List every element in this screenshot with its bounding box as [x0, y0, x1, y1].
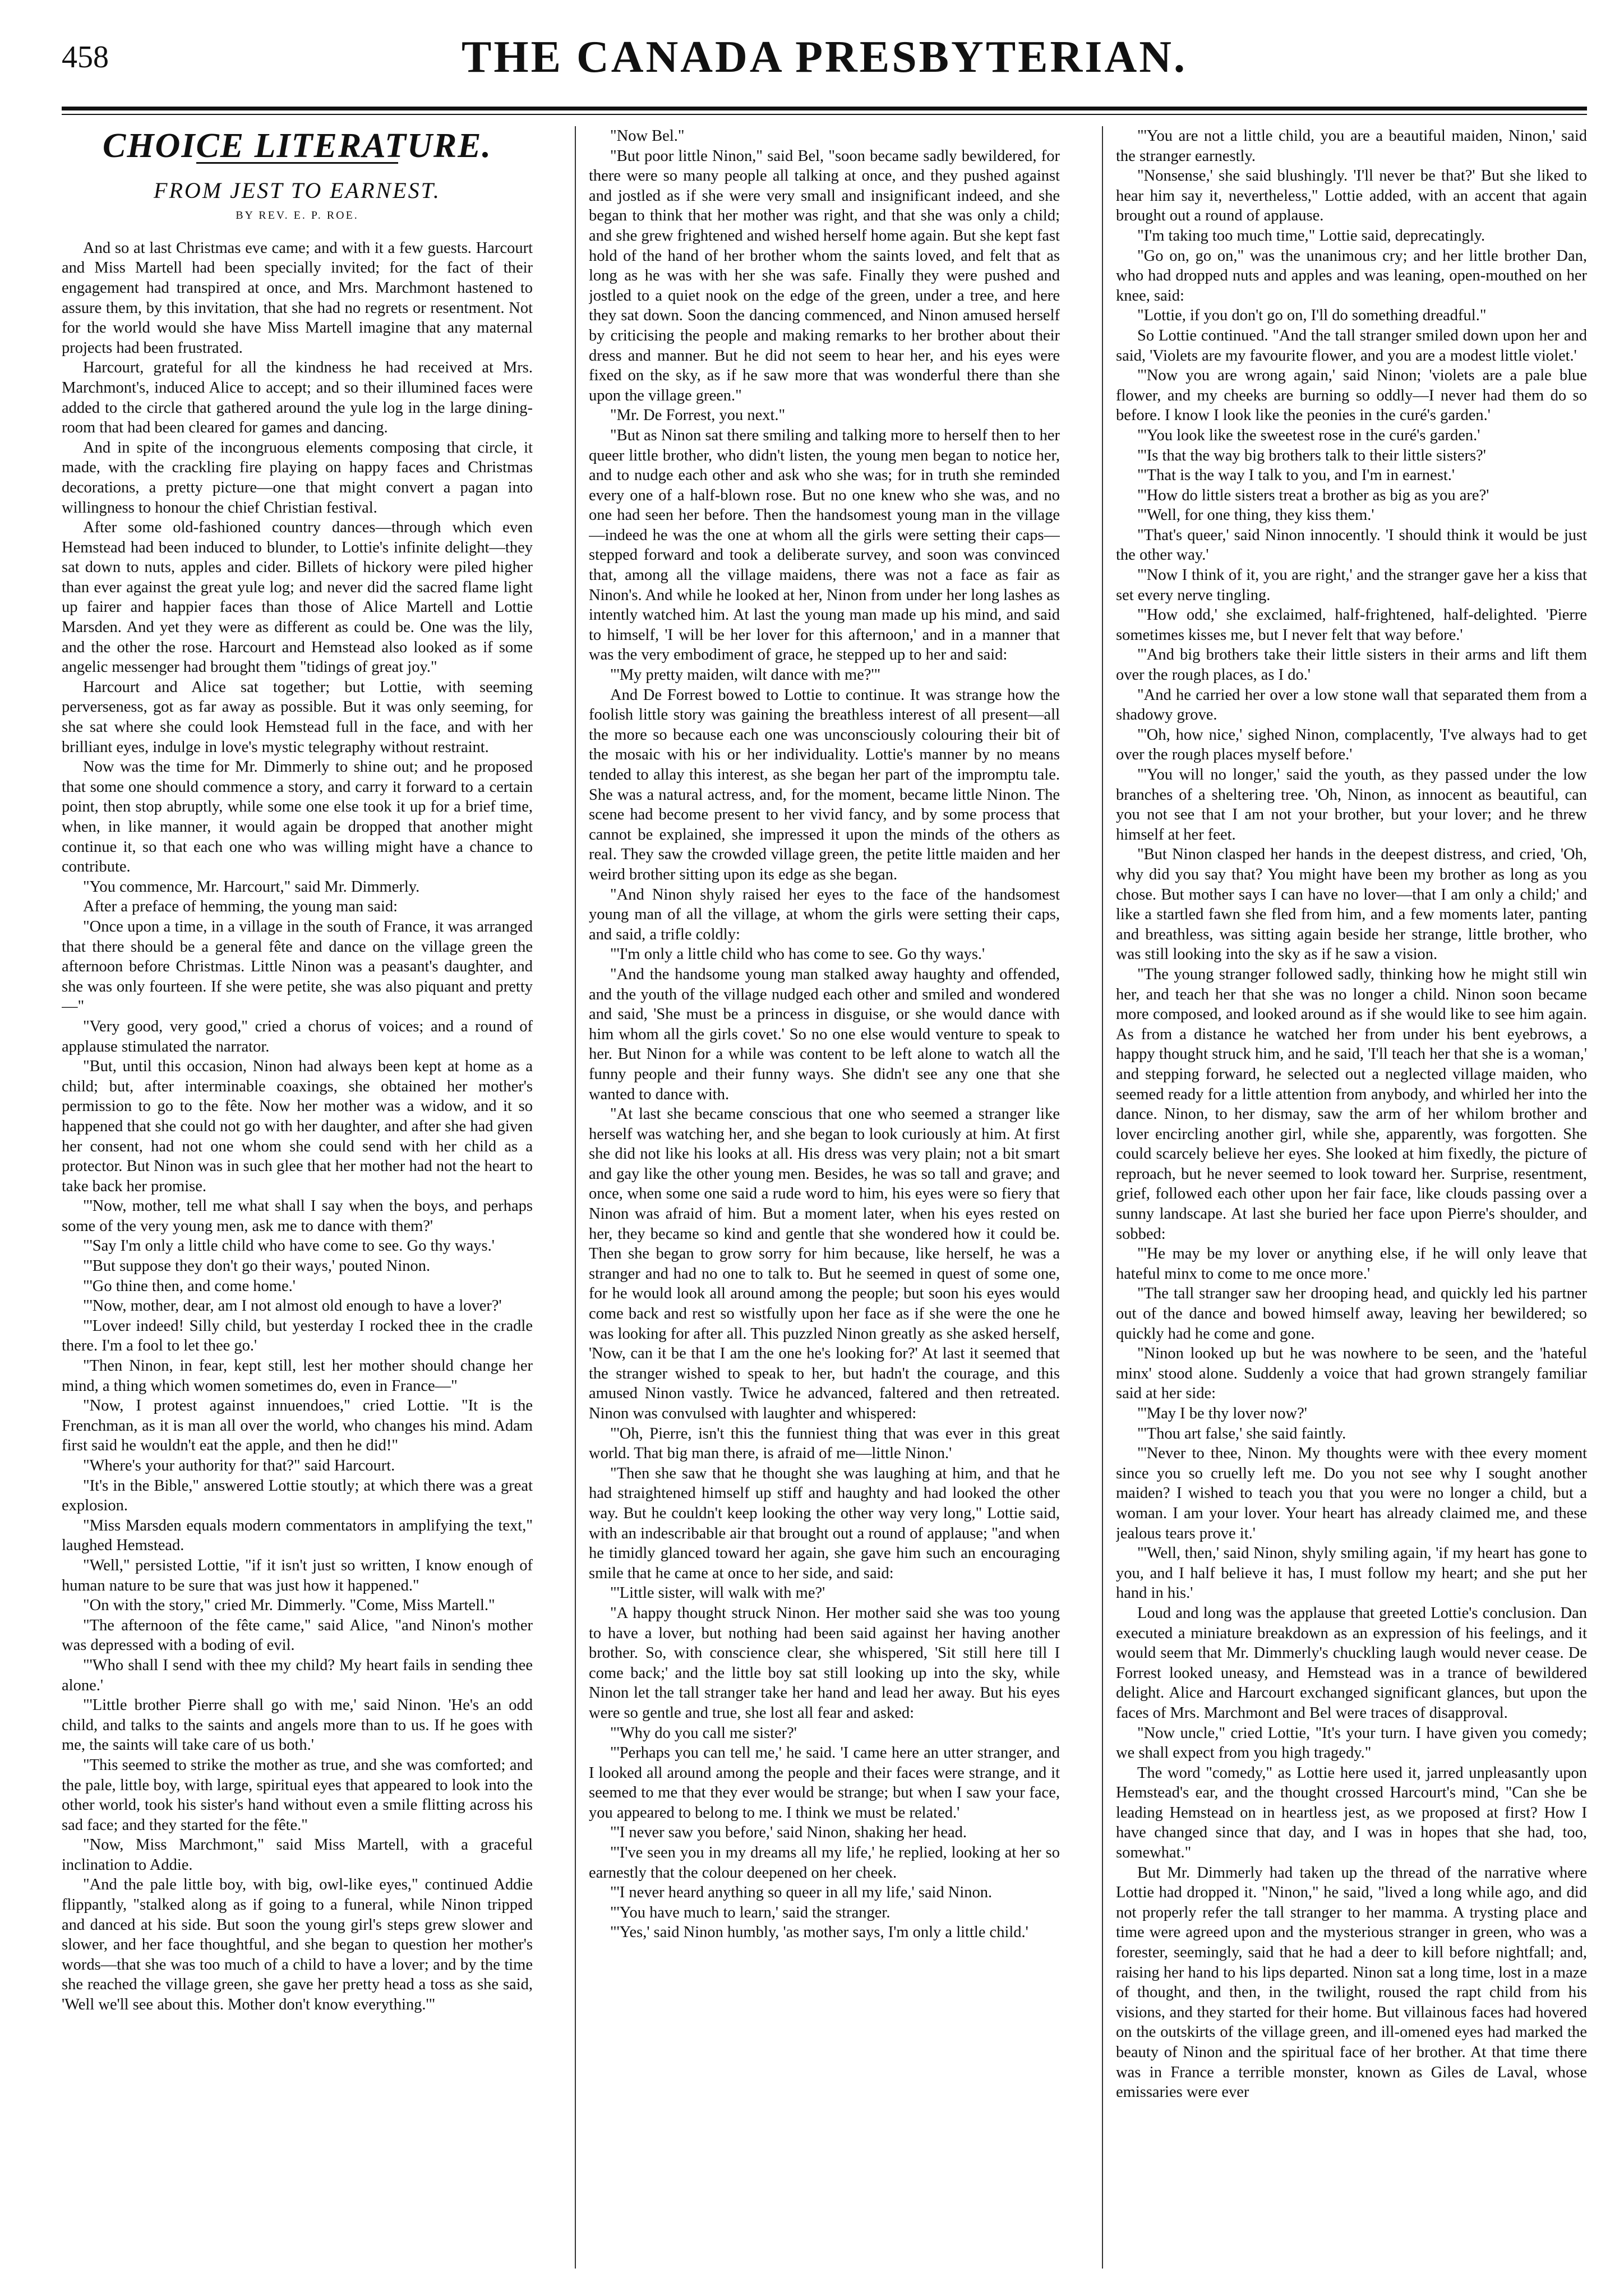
paragraph: "'I never heard anything so queer in all my life,' said Ninon.: [610, 1884, 993, 1902]
paragraph: "And the handsome young man stalked away haughty and offended, and the youth of the village nudged each other and smiled and wondered and said, 'She must be a princess in disguise, or she would dance with him whom all the girls covet.' So no one else would venture to speak to her. But Ninon for a while was content to be left alone to watch all the funny people and their funny ways. She didn't see any one that she wanted to dance with.: [589, 965, 1060, 1103]
paragraph: "And he carried her over a low stone wall that separated them from a shadowy grove.: [1116, 686, 1587, 724]
paragraph: "Well," persisted Lottie, "if it isn't just so written, I know enough of human nature to be sure that was just how it happened.": [62, 1556, 533, 1594]
column-2-body: [589, 126, 1060, 1943]
paragraph: "'Oh, Pierre, isn't this the funniest thing that was ever in this great world. That big man there, is afraid of me—little Ninon.': [589, 1424, 1060, 1463]
paragraph: But Mr. Dimmerly had taken up the thread of the narrative where Lottie had dropped it. "Ninon," he said, "lived a long while ago, and did not properly refer the tall stranger to her mamma. A trysting place and time were agreed upon and the mysterious stranger in green, who was a forester, seemingly, said that he had a deer to kill before nightfall; and, raising her hand to his lips departed. Ninon sat a long time, lost in a maze of thought, and then, in the twilight, roused the rapt child from his visions, and they started for their home. But villainous faces had hovered on the outskirts of the village green, and ill-omened eyes had marked the beauty of Ninon and the spiritual face of her brother. At that time there was in France a terrible monster, known as Giles de Laval, whose emissaries were ever: [1116, 1864, 1587, 2101]
paragraph: "'I never saw you before,' said Ninon, shaking her head.: [610, 1824, 967, 1842]
header-rule-thick: [62, 107, 1587, 110]
paragraph: And so at last Christmas eve came; and with it a few guests. Harcourt and Miss Martell had been specially invited; for the fact of their engagement had transpired at once, and Mrs. Marchmont hastened to assure them, by this invitation, that she had no regrets or resentment. Not for the world would she have Miss Martell imagine that any maternal projects had been frustrated.: [62, 239, 533, 357]
paragraph: "'Now you are wrong again,' said Ninon; 'violets are a pale blue flower, and my cheeks are burning so oddly—I never had them do so before. I know I look like the peonies in the curé's garden.': [1116, 367, 1587, 425]
paragraph: "And Ninon shyly raised her eyes to the face of the handsomest young man of all the village, at whom the girls were setting their caps, and said, a trifle coldly:: [589, 886, 1060, 943]
paragraph: "Go on, go on," was the unanimous cry; and her little brother Dan, who had dropped nuts and apples and was leaning, open-mouthed on her knee, said:: [1116, 247, 1587, 305]
paragraph: "Ninon looked up but he was nowhere to be seen, and the 'hateful minx' stood alone. Suddenly a voice that had grown strangely familiar said at her side:: [1116, 1345, 1587, 1403]
paragraph: "'Well, for one thing, they kiss them.': [1137, 506, 1374, 524]
paragraph: "The young stranger followed sadly, thinking how he might still win her, and teach her that she was no longer a child. Ninon soon became more composed, and looked around as if she would like to see him again. As from a distance he watched her from under his bent eyebrows, a happy thought struck him, and he said, 'I'll teach her that she is a woman,' and stepping forward, he selected out a neglected village maiden, who seemed ready for a little attention from anybody, and whirled her into the dance. Ninon, to her dismay, saw the arm of her whilom brother and lover encircling another girl, while she, apparently, was forgotten. She could scarcely believe her eyes. She looked at him fixedly, the picture of reproach, but he never seemed to look toward her. Surprise, resentment, grief, followed each other upon her fair face, like clouds passing over a sunny landscape. At last she buried her face upon Pierre's shoulder, and sobbed:: [1116, 965, 1587, 1243]
paragraph: "Lottie, if you don't go on, I'll do something dreadful.": [1137, 307, 1487, 325]
paragraph: "'You look like the sweetest rose in the curé's garden.': [1137, 426, 1480, 444]
paragraph: The word "comedy," as Lottie here used it, jarred unpleasantly upon Hemstead's ear, and the thought crossed Harcourt's mind, "Can she be leading Hemstead on in heartless jest, as we proposed at first? How I have changed since that day, and I was in hopes that she had, too, somewhat.": [1116, 1764, 1587, 1862]
column-1: [62, 126, 533, 2269]
story-title: FROM JEST TO EARNEST.: [154, 177, 441, 203]
paragraph: "'Is that the way big brothers talk to their little sisters?': [1137, 446, 1486, 464]
paragraph: "'May I be thy lover now?': [1137, 1405, 1307, 1422]
paragraph: "That's queer,' said Ninon innocently. 'I should think it would be just the other way.': [1116, 526, 1587, 564]
paragraph: "'Yes,' said Ninon humbly, 'as mother says, I'm only a little child.': [610, 1924, 1028, 1942]
paragraph: "'And big brothers take their little sisters in their arms and lift them over the rough places, as I do.': [1116, 646, 1587, 684]
paragraph: "'You are not a little child, you are a beautiful maiden, Ninon,' said the stranger earnestly.: [1116, 127, 1587, 165]
paragraph: So Lottie continued. "And the tall stranger smiled down upon her and said, 'Violets are my favourite flower, and you are a modest little violet.': [1116, 326, 1587, 365]
paragraph: "Where's your authority for that?" said Harcourt.: [83, 1457, 395, 1474]
paragraph: "'Thou art false,' she said faintly.: [1137, 1424, 1346, 1442]
column-2: [589, 126, 1060, 2269]
column-divider: [575, 126, 576, 2269]
section-title-text: CHOICE LITERATURE.: [102, 127, 492, 165]
paragraph: "Now, Miss Marchmont," said Miss Martell, with a graceful inclination to Addie.: [62, 1836, 533, 1874]
paragraph: "Mr. De Forrest, you next.": [610, 407, 786, 425]
paragraph: "Now uncle," cried Lottie, "It's your turn. I have given you comedy; we shall expect from you high tragedy.": [1116, 1724, 1587, 1762]
paragraph: "Very good, very good," cried a chorus of voices; and a round of applause stimulated the narrator.: [62, 1017, 533, 1055]
paragraph: "It's in the Bible," answered Lottie stoutly; at which there was a great explosion.: [62, 1477, 533, 1515]
header-rule-thin: [62, 114, 1587, 115]
masthead: THE CANADA PRESBYTERIAN.: [462, 33, 1187, 82]
section-title: [62, 127, 533, 165]
paragraph: "'I'm only a little child who has come to see. Go thy ways.': [610, 946, 985, 963]
paragraph: "'Now, mother, tell me what shall I say when the boys, and perhaps some of the very young men, ask me to dance with them?': [62, 1197, 533, 1235]
paragraph: "'Never to thee, Ninon. My thoughts were with thee every moment since you so cruelly left me. Do you not see why I sought another maiden? I wished to teach you that you were no longer a child, but a woman. I am your lover. Your heart has already claimed me, and these jealous tears prove it.': [1116, 1445, 1587, 1542]
column-1-body: [62, 238, 533, 2015]
paragraph: "Nonsense,' she said blushingly. 'I'll never be that?' But she liked to hear him say it, nevertheless," Lottie added, with an accent that again brought out a round of applause.: [1116, 167, 1587, 225]
column-3-body: [1116, 126, 1587, 2103]
paragraph: "'How odd,' she exclaimed, half-frightened, half-delighted. 'Pierre sometimes kisses me, but I never felt that way before.': [1116, 606, 1587, 644]
paragraph: "'My pretty maiden, wilt dance with me?'": [610, 666, 881, 684]
paragraph: "'But suppose they don't go their ways,' pouted Ninon.: [83, 1257, 431, 1275]
paragraph: After a preface of hemming, the young man said:: [83, 898, 398, 916]
paragraph: "'That is the way I talk to you, and I'm in earnest.': [1137, 467, 1455, 485]
paragraph: "'Little sister, will walk with me?': [610, 1584, 825, 1602]
paragraph: Harcourt and Alice sat together; but Lottie, with seeming perverseness, got as far away as possible. But it was only seeming, for she sat where she could look Hemstead full in the face, and with her brilliant eyes, indulge in love's mystic telegraphy without restraint.: [62, 678, 533, 756]
paragraph: "'Little brother Pierre shall go with me,' said Ninon. 'He's an odd child, and talks to the saints and angels more than to us. If he goes with me, the saints will take care of us both.': [62, 1696, 533, 1754]
column-divider: [1102, 126, 1103, 2269]
paragraph: "'You have much to learn,' said the stranger.: [610, 1903, 891, 1921]
paragraph: "But poor little Ninon," said Bel, "soon became sadly bewildered, for there were so many people all talking at once, and they pushed against and jostled as if she were very small and insignificant indeed, and she began to think that her mother was right, and that she was only a child; and she grew frightened and wished herself home again. But she kept fast hold of the hand of her brother whom the saints loved, and felt that as long as he was with her she was safe. Finally they were pushed and jostled to a quiet nook on the edge of the green, under a tree, and here they sat down. Soon the dancing commenced, and Ninon amused herself by criticising the people and making remarks to her brother about their dress and manner. But he did not seem to hear her, and his eyes were fixed on the sky, as if he saw more that was wonderful there than she upon the village green.": [589, 147, 1060, 404]
paragraph: "Then Ninon, in fear, kept still, lest her mother should change her mind, a thing which women sometimes do, even in France—": [62, 1357, 533, 1395]
paragraph: Harcourt, grateful for all the kindness he had received at Mrs. Marchmont's, induced Alice to accept; and so their illumined faces were added to the circle that gathered around the yule log in the large dining-room that had been cleared for games and dancing.: [62, 359, 533, 437]
paragraph: "Once upon a time, in a village in the south of France, it was arranged that there should be a general fête and dance on the village green the afternoon before Christmas. Little Ninon was a peasant's daughter, and she was only fourteen. If she were petite, she was also piquant and pretty—": [62, 918, 533, 1016]
paragraph: "At last she became conscious that one who seemed a stranger like herself was watching her, and she began to look curiously at him. At first she did not like his looks at all. His dress was very plain; not a bit smart and gay like the other young men. Besides, he was so tall and grave; and once, when some one said a rude word to him, his eyes were so fiery that Ninon was afraid of him. But a moment later, when his eyes rested on her, they became so kind and gentle that she wondered how it could be. Then she began to grow sorry for him because, like herself, he was a stranger and had no one to talk to. But he seemed in quest of some one, for he would look all around among the people; but soon his eyes would come back and rest so wistfully upon her face as if she were the one he was looking for after all. This puzzled Ninon greatly as she asked herself, 'Now, can it be that I am the one he's looking for?' At last it seemed that the stranger wished to speak to her, but hadn't the courage, and this amused Ninon vastly. Twice he advanced, faltered and then retreated. Ninon was convulsed with laughter and whispered:: [589, 1105, 1060, 1422]
paragraph: "A happy thought struck Ninon. Her mother said she was too young to have a lover, but nothing had been said against her having another brother. So, with conscience clear, she whispered, 'Sit still here till I come back;' and the little boy sat still looking up into the sky, while Ninon let the tall stranger take her hand and lead her away. But his eyes were so gentle and true, she lost all fear and asked:: [589, 1604, 1060, 1722]
paragraph: After some old-fashioned country dances—through which even Hemstead had been induced to blunder, to Lottie's infinite delight—they sat down to nuts, apples and cider. Billets of hickory were piled higher than ever against the great yule log; and never did the sacred flame light up fairer and happier faces than those of Alice Martell and Lottie Marsden. And yet they were as different as could be. One was the lily, and the other the rose. Harcourt and Hemstead also looked as if some angelic messenger had brought them "tidings of great joy.": [62, 519, 533, 676]
paragraph: "'Now, mother, dear, am I not almost old enough to have a lover?': [83, 1297, 502, 1315]
paragraph: "And the pale little boy, with big, owl-like eyes," continued Addie flippantly, "stalked along as if going to a funeral, while Ninon tripped and danced at his side. But soon the young girl's steps grew slower and slower, and her face thoughtful, and she began to question her mother's words—that she was too much of a child to have a lover; and by the time she reached the village green, she gave her pretty head a toss as she said, 'Well we'll see about this. Mother don't know everything.'": [62, 1876, 533, 2014]
paragraph: "But, until this occasion, Ninon had always been kept at home as a child; but, after interminable coaxings, she obtained her mother's permission to go to the fête. Now her mother was a widow, and it so happened that she could not go with her daughter, and after she had given her consent, had not one whom she could send with her child as a protector. But Ninon was in such glee that her mother had not the heart to take back her promise.: [62, 1058, 533, 1195]
paragraph: "The tall stranger saw her drooping head, and quickly led his partner out of the dance and bowed himself away, leaving her bewildered; so quickly had he come and gone.: [1116, 1285, 1587, 1343]
page-header: [62, 31, 1587, 104]
page-number: 458: [62, 40, 109, 75]
paragraph: "The afternoon of the fête came," said Alice, "and Ninon's mother was depressed with a boding of evil.: [62, 1616, 533, 1654]
paragraph: "'Perhaps you can tell me,' he said. 'I came here an utter stranger, and I looked all around among the people and their faces were strange, and it seemed to me that they ever would be strange; but when I saw your face, you appeared to belong to me. I think we must be related.': [589, 1744, 1060, 1822]
paragraph: "Now Bel.": [610, 127, 685, 145]
paragraph: "'Lover indeed! Silly child, but yesterday I rocked thee in the cradle there. I'm a fool to let thee go.': [62, 1317, 533, 1355]
paragraph: "But Ninon clasped her hands in the deepest distress, and cried, 'Oh, why did you say that? You might have been my brother as long as you chose. But mother says I can have no lover—that I am only a child;' and like a startled fawn she fled from him, and a few moments later, panting and breathless, was sitting again beside her strange, little brother, who was still looking into the sky as if he saw a vision.: [1116, 846, 1587, 963]
paragraph: "'Who shall I send with thee my child? My heart fails in sending thee alone.': [62, 1656, 533, 1694]
paragraph: And De Forrest bowed to Lottie to continue. It was strange how the foolish little story was gaining the breathless interest of all present—all the more so because each one was unconsciously colouring their bit of the mosaic with his or her individuality. Lottie's manner by no means tended to allay this interest, as she began her part of the impromptu tale. She was a natural actress, and, for the moment, became little Ninon. The scene had become present to her vivid fancy, and by some process that cannot be explained, she impressed it upon the minds of the others as real. They saw the crowded village green, the petite little maiden and her weird brother sitting upon its edge as she began.: [589, 686, 1060, 883]
paragraph: "'Oh, how nice,' sighed Ninon, complacently, 'I've always had to get over the rough places myself before.': [1116, 726, 1587, 764]
paragraph: "'Say I'm only a little child who have come to see. Go thy ways.': [83, 1237, 495, 1255]
paragraph: Loud and long was the applause that greeted Lottie's conclusion. Dan executed a miniature breakdown as an expression of his feelings, and it would seem that Mr. Dimmerly's chuckling laugh would never cease. De Forrest looked uneasy, and Hemstead was in a trance of bewildered delight. Alice and Harcourt exchanged significant glances, but upon the faces of Mrs. Marchmont and Bel were traces of disapproval.: [1116, 1604, 1587, 1722]
paragraph: "'Well, then,' said Ninon, shyly smiling again, 'if my heart has gone to you, and I half believe it has, I must follow my heart; and she put her hand in his.': [1116, 1545, 1587, 1602]
column-3: [1116, 126, 1587, 2269]
paragraph: "Miss Marsden equals modern commentators in amplifying the text," laughed Hemstead.: [62, 1516, 533, 1555]
paragraph: "'I've seen you in my dreams all my life,' he replied, looking at her so earnestly that the colour deepened on her cheek.: [589, 1844, 1060, 1882]
byline: BY REV. E. P. ROE.: [236, 209, 359, 222]
paragraph: And in spite of the incongruous elements composing that circle, it made, with the crackling fire playing on happy faces and Christmas decorations, a pretty picture—one that might convert a pagan into willingness to honour the chief Christian festival.: [62, 439, 533, 517]
paragraph: "I'm taking too much time," Lottie said, deprecatingly.: [1137, 227, 1485, 245]
paragraph: "But as Ninon sat there smiling and talking more to herself then to her queer little brother, who didn't listen, the young men began to notice her, and to nudge each other and ask who she was; for in truth she reminded every one of a half-blown rose. But no one knew who she was, and no one had seen her before. Then the handsomest young man in the village—indeed he was the one at whom all the girls were setting their caps—stepped forward and took a deliberate survey, and soon was convinced that, among all the village maidens, there was not a face as fair as Ninon's. And while he looked at her, Ninon from under her long lashes as intently watched him. At last the young man made up his mind, and said to himself, 'I will be her lover for this afternoon,' and in a manner that was the very embodiment of grace, he stepped up to her and said:: [589, 426, 1060, 664]
paragraph: Now was the time for Mr. Dimmerly to shine out; and he proposed that some one should commence a story, and carry it forward to a certain point, then stop abruptly, while some one else took it up for a brief time, when, in like manner, it would again be dropped that another might continue it, so that each one who was willing might have a chance to contribute.: [62, 758, 533, 876]
paragraph: "'You will no longer,' said the youth, as they passed under the low branches of a sheltering tree. 'Oh, Ninon, as innocent as beautiful, can you not see that I am not your brother, but your lover; and he threw himself at her feet.: [1116, 766, 1587, 843]
paragraph: "'Go thine then, and come home.': [83, 1277, 296, 1295]
paragraph: "'Now I think of it, you are right,' and the stranger gave her a kiss that set every nerve tingling.: [1116, 566, 1587, 604]
paragraph: "Now, I protest against innuendoes," cried Lottie. "It is the Frenchman, as it is man all over the world, who changes his mind. Adam first said he wouldn't eat the apple, and then he did!": [62, 1397, 533, 1455]
paragraph: "You commence, Mr. Harcourt," said Mr. Dimmerly.: [83, 878, 420, 896]
paragraph: "This seemed to strike the mother as true, and she was comforted; and the pale, little boy, with large, spiritual eyes that appeared to look into the other world, took his sister's hand without even a smile flitting across his sad face; and they started for the fête.": [62, 1756, 533, 1834]
paragraph: "'He may be my lover or anything else, if he will only leave that hateful minx to come to me once more.': [1116, 1245, 1587, 1283]
paragraph: "Then she saw that he thought she was laughing at him, and that he had straightened himself up stiff and haughty and had looked the other way. But he couldn't keep looking the other way very long," Lottie said, with an indescribable air that brought out a round of applause; "and when he timidly glanced toward her again, she gave him such an encouraging smile that he came at once to her side, and said:: [589, 1464, 1060, 1582]
paragraph: "'Why do you call me sister?': [610, 1724, 797, 1742]
paragraph: "'How do little sisters treat a brother as big as you are?': [1137, 486, 1489, 504]
paragraph: "On with the story," cried Mr. Dimmerly. "Come, Miss Martell.": [83, 1597, 495, 1615]
